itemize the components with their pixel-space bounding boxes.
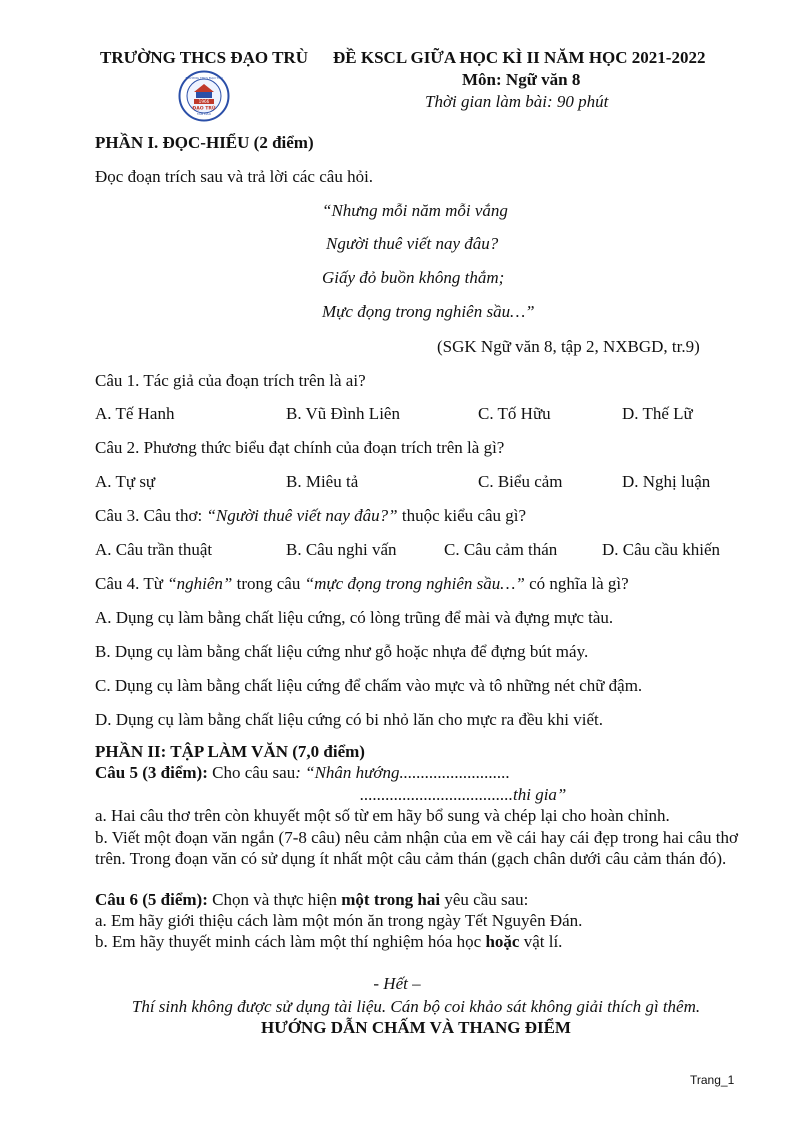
question-2: Câu 2. Phương thức biểu đạt chính của đoạn trích trên là gì? (95, 438, 505, 457)
q4-word: “nghiên” (167, 574, 233, 593)
q1-option-d: D. Thế Lữ (622, 404, 693, 423)
q6-label: Câu 6 (5 điểm): (95, 890, 208, 909)
poem-line-3: Giấy đỏ buồn không thắm; (322, 268, 505, 287)
poem-line-1: “Nhưng mỗi năm mỗi vắng (322, 201, 508, 220)
guide-title: HƯỚNG DẪN CHẤM VÀ THANG ĐIỂM (261, 1018, 571, 1037)
q4-option-b: B. Dụng cụ làm bằng chất liệu cứng như gỗ hoặc nhựa để đựng bút máy. (95, 642, 589, 661)
q3-option-a: A. Câu trần thuật (95, 540, 213, 559)
logo-text: TRƯỜNG THCS ĐẠO TRÙ (185, 76, 223, 80)
q6-text-after: yêu cầu sau: (440, 890, 529, 909)
q4-option-c: C. Dụng cụ làm bằng chất liệu cứng để chấm vào mực và tô những nét chữ đậm. (95, 676, 643, 695)
logo-year: 1966 (198, 99, 210, 104)
question-5 (95, 763, 510, 783)
q6-text-before: Chọn và thực hiện (207, 890, 342, 909)
question-3 (95, 506, 526, 526)
q3-option-b: B. Câu nghi vấn (286, 540, 397, 559)
part2-title: PHẦN II: TẬP LÀM VĂN (7,0 điểm) (95, 742, 365, 761)
q4-option-a: A. Dụng cụ làm bằng chất liệu cứng, có lòng trũng để mài và đựng mực tàu. (95, 608, 614, 627)
end-note: Thí sinh không được sử dụng tài liệu. Cán bộ coi khảo sát không giải thích gì thêm. (131, 997, 701, 1016)
q1-option-b: B. Vũ Đình Liên (286, 404, 400, 423)
part1-instruction: Đọc đoạn trích sau và trả lời các câu hỏi. (95, 167, 374, 186)
q4-quote: “mực đọng trong nghiên sầu…” (304, 574, 525, 593)
q2-option-d: D. Nghị luận (622, 472, 711, 491)
page-number: Trang_1 (690, 1073, 735, 1087)
q2-option-a: A. Tự sự (95, 472, 156, 491)
q1-option-a: A. Tế Hanh (95, 404, 175, 423)
school-logo (178, 70, 230, 122)
q4-option-d: D. Dụng cụ làm bằng chất liệu cứng có bi nhỏ lăn cho mực ra đều khi viết. (95, 710, 603, 729)
q3-prefix: Câu 3. Câu thơ: (95, 506, 207, 525)
logo-name: ĐẠO TRÙ (192, 106, 216, 112)
exam-title: ĐỀ KSCL GIỮA HỌC KÌ II NĂM HỌC 2021-2022 (333, 48, 706, 67)
q3-option-c: C. Câu cảm thán (444, 540, 558, 559)
q6-b-after: vật lí. (519, 932, 563, 951)
q6-part-b (95, 932, 562, 952)
q6-b-before: b. Em hãy thuyết minh cách làm một thí nghiệm hóa học (95, 932, 486, 951)
q5-part-a: a. Hai câu thơ trên còn khuyết một số từ em hãy bổ sung và chép lại cho hoàn chỉnh. (95, 806, 670, 825)
logo-place: TAM ĐẢO (197, 112, 211, 116)
q4-middle: trong câu (232, 574, 305, 593)
q2-option-c: C. Biểu cảm (478, 472, 563, 491)
q5-text: Cho câu sau (207, 763, 296, 782)
q2-option-b: B. Miêu tả (286, 472, 359, 491)
q3-option-d: D. Câu cầu khiến (602, 540, 721, 559)
q3-quote: “Người thuê viết nay đâu?” (206, 506, 398, 525)
q5-line-2: ....................................thi gia” (360, 785, 567, 804)
poem-line-2: Người thuê viết nay đâu? (326, 234, 499, 253)
poem-source: (SGK Ngữ văn 8, tập 2, NXBGD, tr.9) (437, 337, 700, 356)
exam-subject: Môn: Ngữ văn 8 (462, 70, 581, 89)
q4-prefix: Câu 4. Từ (95, 574, 168, 593)
school-name: TRƯỜNG THCS ĐẠO TRÙ (100, 48, 308, 67)
poem-line-4: Mực đọng trong nghiên sầu…” (322, 302, 535, 321)
q3-suffix: thuộc kiểu câu gì? (397, 506, 527, 525)
q1-option-c: C. Tố Hữu (478, 404, 551, 423)
q6-emphasis: một trong hai (341, 890, 441, 909)
q5-part-b: b. Viết một đoạn văn ngắn (7-8 câu) nêu cảm nhận của em về cái hay cái đẹp trong hai câu thơ trên. Trong đoạn văn có sử dụng ít nhất một câu cảm thán (gạch chân dưới câu cảm thán đó). (95, 828, 738, 868)
part1-title: PHẦN I. ĐỌC-HIỂU (2 điểm) (95, 133, 314, 152)
question-4 (95, 574, 629, 594)
exam-time: Thời gian làm bài: 90 phút (425, 92, 609, 111)
question-6 (95, 890, 528, 910)
q4-suffix: có nghĩa là gì? (524, 574, 629, 593)
question-1: Câu 1. Tác giả của đoạn trích trên là ai? (95, 371, 366, 390)
q5-line-1: : “Nhân hướng.......................... (295, 763, 511, 782)
q6-b-emphasis: hoặc (485, 932, 520, 951)
end-mark: - Hết – (373, 974, 421, 993)
q5-label: Câu 5 (3 điểm): (95, 763, 208, 782)
q6-part-a: a. Em hãy giới thiệu cách làm một món ăn trong ngày Tết Nguyên Đán. (95, 911, 583, 930)
